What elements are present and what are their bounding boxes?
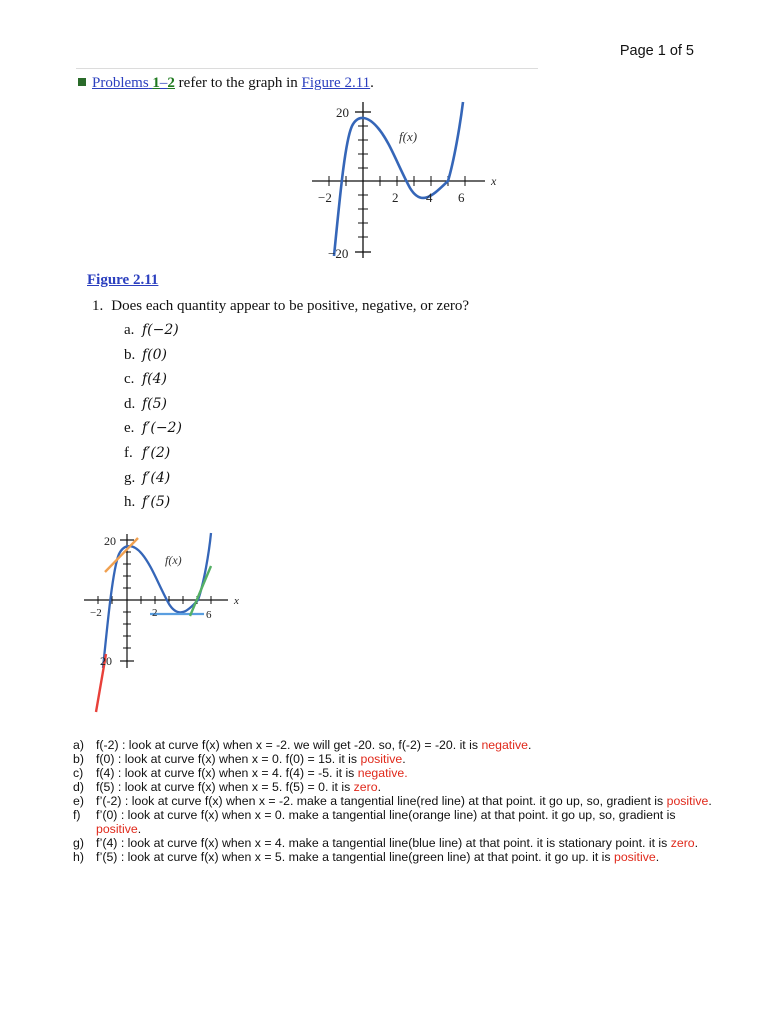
header-divider (76, 68, 538, 69)
answer-highlight: negative (481, 738, 528, 752)
intro-text: refer to the graph in (174, 75, 302, 91)
answers-list (73, 738, 713, 864)
x-tick-6: 6 (458, 190, 465, 205)
curve-label: f(x) (399, 129, 418, 144)
y-tick-neg20: 20 (100, 654, 112, 668)
answer-highlight: positive (613, 850, 656, 864)
answer-item: a) f(-2) : look at curve f(x) when x = -2. we will get -20. so, f(-2) = -20. it is negative. (73, 738, 532, 752)
list-item: a. f(−2) (124, 322, 179, 338)
answer-item: f) f’(0) : look at curve f(x) when x = 0. make a tangential line(orange line) at that point. it go up, so, gradient is positive. (73, 808, 676, 836)
question-items (124, 322, 182, 519)
answer-highlight: positive (666, 794, 709, 808)
question-1: 1. Does each quantity appear to be positive, negative, or zero? (92, 298, 470, 314)
page-number: Page 1 of 5 (619, 43, 694, 59)
x-tick-neg2: −2 (318, 190, 332, 205)
list-item: c. f(4) (124, 371, 168, 388)
answer-item: e) f’(-2) : look at curve f(x) when x = -2. make a tangential line(red line) at that point. it go up, so, gradient is positive. (73, 794, 712, 808)
problems-link[interactable]: Problems 1–2 (92, 75, 175, 91)
list-item: b. f(0) (124, 346, 168, 363)
curve-f (334, 102, 463, 256)
answer-highlight: positive (360, 752, 403, 766)
y-tick-20: 20 (336, 105, 349, 120)
answer-highlight: positive (96, 822, 138, 836)
answer-item: b) f(0) : look at curve f(x) when x = 0. f(0) = 15. it is positive. (73, 752, 406, 766)
answer-item: g) f’(4) : look at curve f(x) when x = 4. make a tangential line(blue line) at that point. it is stationary point. it is zero. (73, 836, 699, 850)
x-tick-6: 6 (206, 609, 212, 621)
answer-highlight: negative. (357, 766, 408, 780)
annotated-graph (78, 528, 253, 718)
list-item: e. f′(−2) (124, 420, 182, 437)
x-tick-2: 2 (152, 607, 158, 619)
x-tick-2: 2 (392, 190, 399, 205)
list-item: d. f(5) (124, 395, 168, 412)
answer-item: d) f(5) : look at curve f(x) when x = 5. f(5) = 0. it is zero. (73, 780, 381, 794)
problems-intro: Problems 1–2 refer to the graph in Figure 2.11. (78, 75, 374, 92)
x-axis-label: x (234, 595, 239, 607)
y-tick-neg20: −20 (328, 246, 349, 261)
answer-item: h) f’(5) : look at curve f(x) when x = 5. make a tangential line(green line) at that point. it go up. it is positive. (73, 850, 660, 864)
figure-graph (300, 96, 510, 271)
x-tick-4: 4 (426, 190, 433, 205)
answer-item: c) f(4) : look at curve f(x) when x = 4. f(4) = -5. it is negative. (73, 766, 408, 780)
x-tick-neg2: −2 (90, 607, 102, 619)
list-item: h. f′(5) (124, 494, 171, 511)
figure-caption[interactable]: Figure 2.11 (87, 272, 159, 288)
answer-highlight: zero (353, 780, 378, 794)
figure-link[interactable]: Figure 2.11 (301, 75, 371, 91)
list-item: f. f′(2) (124, 444, 171, 461)
answer-highlight: zero (670, 836, 695, 850)
x-axis-label: x (491, 174, 497, 188)
list-item: g. f′(4) (124, 469, 171, 486)
bullet-square-icon (78, 78, 86, 86)
y-tick-20: 20 (104, 534, 116, 548)
curve-label: f(x) (165, 553, 182, 567)
